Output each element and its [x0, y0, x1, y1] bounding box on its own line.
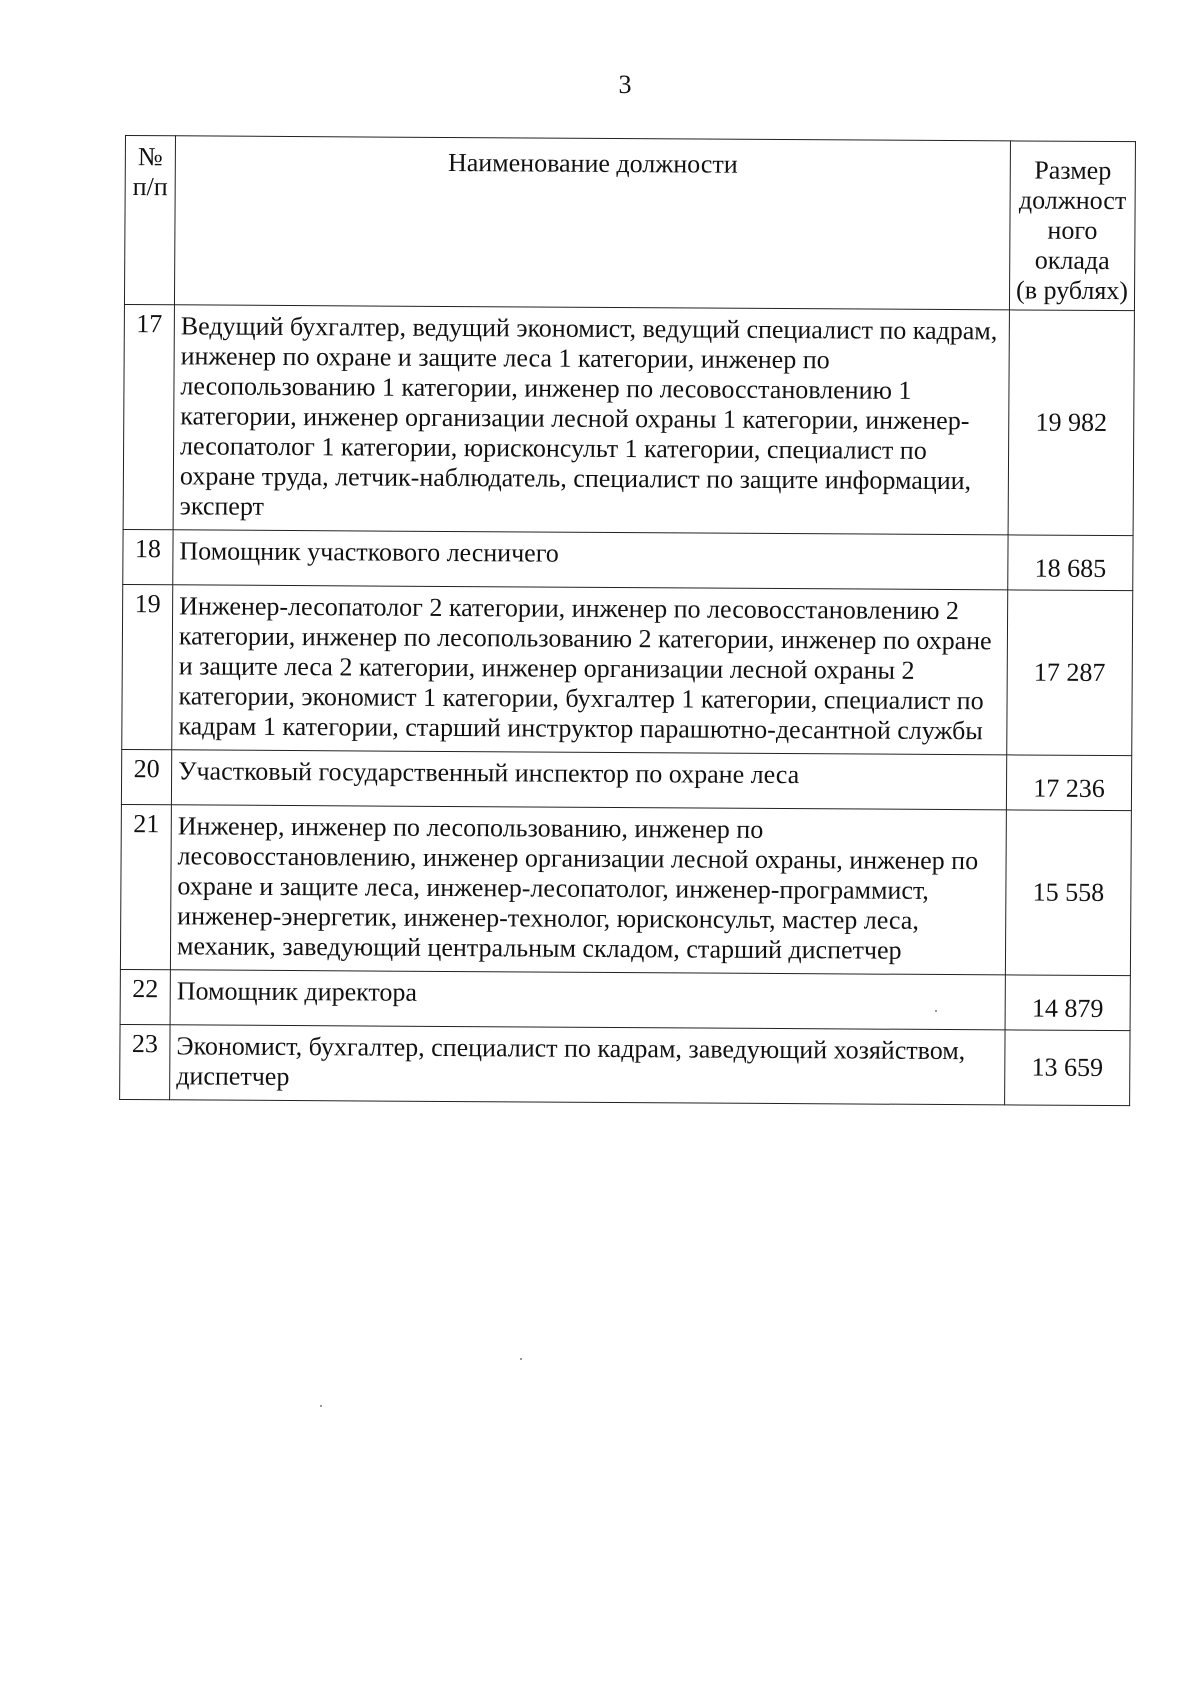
- scan-speck: [320, 1405, 322, 1407]
- row-position-name: Инженер-лесопатолог 2 категории, инженер по лесовосстановлению 2 категории, инженер по лесопользованию 2 категории, инженер по охране и защите леса 2 категории, инженер организации лесной охраны 2 категории, экономист 1 категории, бухгалтер 1 категории, специалист по кадрам 1 категории, старший инструктор парашютно-десантной службы: [172, 585, 1008, 755]
- row-salary: 15 558: [1005, 810, 1131, 976]
- row-number: 22: [120, 969, 170, 1024]
- row-position-name: Помощник участкового лесничего: [173, 530, 1008, 590]
- row-salary: 17 287: [1007, 590, 1133, 756]
- header-salary-line: должност: [1018, 185, 1127, 216]
- row-number: 23: [120, 1024, 170, 1099]
- table-row: [123, 529, 1133, 590]
- header-number-line: №: [137, 142, 163, 172]
- salary-table-container: [119, 135, 1135, 1106]
- row-number: 19: [122, 584, 173, 749]
- page-number: 3: [618, 70, 632, 99]
- row-number: 18: [123, 529, 173, 584]
- row-position-name: Ведущий бухгалтер, ведущий экономист, ведущий специалист по кадрам, инженер по охране и защите леса 1 категории, инженер по лесопользованию 1 категории, инженер по лесовосстановлению 1 категории, инженер организации лесной охраны 1 категории, инженер-лесопатолог 1 категории, юрисконсульт 1 категории, специалист по охране труда, летчик-наблюдатель, специалист по защите информации, эксперт: [173, 305, 1009, 535]
- row-number: 21: [120, 804, 171, 969]
- row-position-name: Помощник директора: [170, 970, 1005, 1030]
- header-salary-line: оклада: [1034, 245, 1110, 276]
- header-number-line: п/п: [132, 172, 168, 202]
- header-salary-line: ного: [1047, 215, 1098, 245]
- table-row: [122, 584, 1133, 755]
- header-number: [124, 136, 175, 305]
- table-header-row: [124, 136, 1135, 311]
- header-salary: [1009, 141, 1135, 311]
- table-row: [120, 1024, 1130, 1105]
- salary-table: [119, 135, 1136, 1106]
- row-salary: 17 236: [1006, 755, 1131, 811]
- table-row: [121, 749, 1131, 810]
- scan-speck: [935, 1010, 937, 1012]
- table-row: [120, 969, 1130, 1030]
- row-position-name: Участковый государственный инспектор по охране леса: [171, 750, 1006, 810]
- row-position-name: Экономист, бухгалтер, специалист по кадрам, заведующий хозяйством, диспетчер: [170, 1025, 1005, 1105]
- header-salary-line: Размер: [1034, 155, 1112, 186]
- row-salary: 13 659: [1005, 1030, 1130, 1106]
- table-row: [123, 304, 1134, 535]
- row-salary: 18 685: [1008, 535, 1133, 591]
- row-number: 20: [121, 749, 171, 804]
- table-row: [120, 804, 1131, 975]
- row-number: 17: [123, 304, 174, 529]
- row-salary: 19 982: [1008, 310, 1134, 536]
- row-position-name: Инженер, инженер по лесопользованию, инженер по лесовосстановлению, инженер организации лесной охраны, инженер по охране и защите леса, инженер-лесопатолог, инженер-программист, инженер-энергетик, инженер-технолог, юрисконсульт, мастер леса, механик, заведующий центральным складом, старший диспетчер: [170, 805, 1006, 975]
- row-salary: 14 879: [1005, 975, 1130, 1031]
- header-salary-line: (в рублях): [1016, 275, 1129, 306]
- scan-speck: [520, 1358, 522, 1360]
- header-position-name: Наименование должности: [174, 136, 1010, 310]
